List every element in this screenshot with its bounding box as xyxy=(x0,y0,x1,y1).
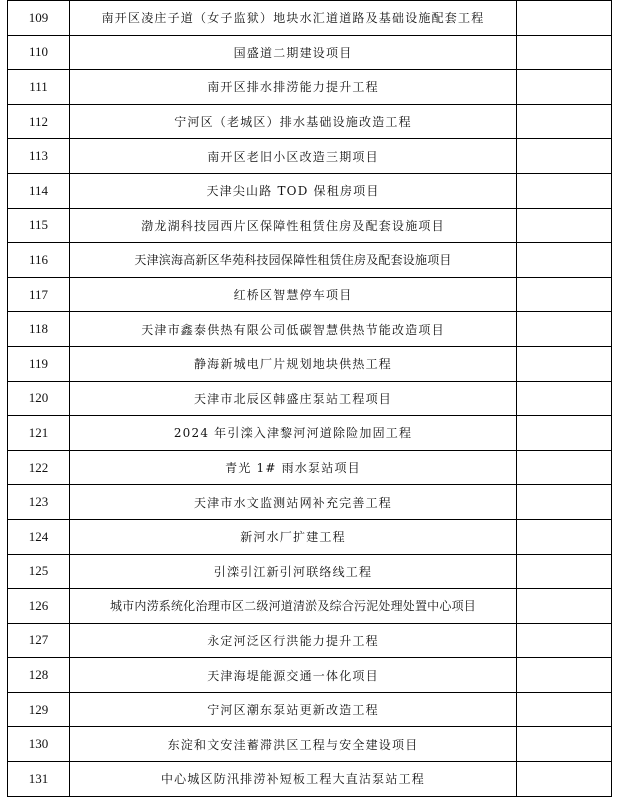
row-number: 131 xyxy=(8,762,70,797)
row-number: 130 xyxy=(8,727,70,762)
table-row xyxy=(8,312,612,347)
table-row xyxy=(8,589,612,624)
project-name: 城市内涝系统化治理市区二级河道清淤及综合污泥处理处置中心项目 xyxy=(70,589,517,624)
row-number: 114 xyxy=(8,173,70,208)
table-row xyxy=(8,416,612,451)
project-name: 国盛道二期建设项目 xyxy=(70,35,517,70)
project-name: 宁河区（老城区）排水基础设施改造工程 xyxy=(70,104,517,139)
project-name: 东淀和文安洼蓄滞洪区工程与安全建设项目 xyxy=(70,727,517,762)
row-number: 109 xyxy=(8,1,70,36)
table-row xyxy=(8,762,612,797)
row-number: 112 xyxy=(8,104,70,139)
row-number: 116 xyxy=(8,243,70,278)
remarks-cell xyxy=(517,70,612,105)
remarks-cell xyxy=(517,416,612,451)
row-number: 129 xyxy=(8,692,70,727)
project-name: 红桥区智慧停车项目 xyxy=(70,277,517,312)
project-name: 天津市鑫泰供热有限公司低碳智慧供热节能改造项目 xyxy=(70,312,517,347)
remarks-cell xyxy=(517,139,612,174)
project-name: 南开区凌庄子道（女子监狱）地块水汇道道路及基础设施配套工程 xyxy=(70,1,517,36)
table-row xyxy=(8,208,612,243)
project-name: 静海新城电厂片规划地块供热工程 xyxy=(70,346,517,381)
remarks-cell xyxy=(517,1,612,36)
row-number: 115 xyxy=(8,208,70,243)
project-list-page xyxy=(7,0,611,797)
row-number: 128 xyxy=(8,658,70,693)
project-table xyxy=(7,0,612,797)
row-number: 110 xyxy=(8,35,70,70)
table-row xyxy=(8,554,612,589)
project-name: 宁河区潮东泵站更新改造工程 xyxy=(70,692,517,727)
remarks-cell xyxy=(517,727,612,762)
remarks-cell xyxy=(517,277,612,312)
table-row xyxy=(8,692,612,727)
row-number: 127 xyxy=(8,623,70,658)
row-number: 125 xyxy=(8,554,70,589)
remarks-cell xyxy=(517,173,612,208)
table-row xyxy=(8,450,612,485)
remarks-cell xyxy=(517,381,612,416)
table-row xyxy=(8,173,612,208)
table-row xyxy=(8,277,612,312)
table-row xyxy=(8,623,612,658)
remarks-cell xyxy=(517,450,612,485)
table-row xyxy=(8,104,612,139)
row-number: 118 xyxy=(8,312,70,347)
row-number: 119 xyxy=(8,346,70,381)
table-row xyxy=(8,243,612,278)
project-name: 引滦引江新引河联络线工程 xyxy=(70,554,517,589)
row-number: 111 xyxy=(8,70,70,105)
remarks-cell xyxy=(517,692,612,727)
project-name: 南开区排水排涝能力提升工程 xyxy=(70,70,517,105)
table-row xyxy=(8,727,612,762)
project-name: 中心城区防汛排涝补短板工程大直沽泵站工程 xyxy=(70,762,517,797)
row-number: 121 xyxy=(8,416,70,451)
project-table-body xyxy=(8,1,612,797)
project-name: 青光 1# 雨水泵站项目 xyxy=(70,450,517,485)
remarks-cell xyxy=(517,346,612,381)
row-number: 120 xyxy=(8,381,70,416)
row-number: 123 xyxy=(8,485,70,520)
project-name: 天津市水文监测站网补充完善工程 xyxy=(70,485,517,520)
table-row xyxy=(8,139,612,174)
project-name: 新河水厂扩建工程 xyxy=(70,519,517,554)
project-name: 渤龙湖科技园西片区保障性租赁住房及配套设施项目 xyxy=(70,208,517,243)
row-number: 126 xyxy=(8,589,70,624)
table-row xyxy=(8,658,612,693)
project-name: 2024 年引滦入津黎河河道除险加固工程 xyxy=(70,416,517,451)
remarks-cell xyxy=(517,208,612,243)
remarks-cell xyxy=(517,554,612,589)
remarks-cell xyxy=(517,104,612,139)
project-name: 南开区老旧小区改造三期项目 xyxy=(70,139,517,174)
table-row xyxy=(8,519,612,554)
project-name: 天津海堤能源交通一体化项目 xyxy=(70,658,517,693)
remarks-cell xyxy=(517,658,612,693)
table-row xyxy=(8,485,612,520)
table-row xyxy=(8,1,612,36)
remarks-cell xyxy=(517,623,612,658)
project-name: 永定河泛区行洪能力提升工程 xyxy=(70,623,517,658)
remarks-cell xyxy=(517,312,612,347)
table-row xyxy=(8,381,612,416)
table-row xyxy=(8,70,612,105)
remarks-cell xyxy=(517,243,612,278)
project-name: 天津市北辰区韩盛庄泵站工程项目 xyxy=(70,381,517,416)
row-number: 117 xyxy=(8,277,70,312)
project-name: 天津滨海高新区华苑科技园保障性租赁住房及配套设施项目 xyxy=(70,243,517,278)
table-row xyxy=(8,346,612,381)
remarks-cell xyxy=(517,762,612,797)
row-number: 124 xyxy=(8,519,70,554)
row-number: 113 xyxy=(8,139,70,174)
remarks-cell xyxy=(517,485,612,520)
table-row xyxy=(8,35,612,70)
remarks-cell xyxy=(517,35,612,70)
row-number: 122 xyxy=(8,450,70,485)
project-name: 天津尖山路 TOD 保租房项目 xyxy=(70,173,517,208)
remarks-cell xyxy=(517,589,612,624)
remarks-cell xyxy=(517,519,612,554)
